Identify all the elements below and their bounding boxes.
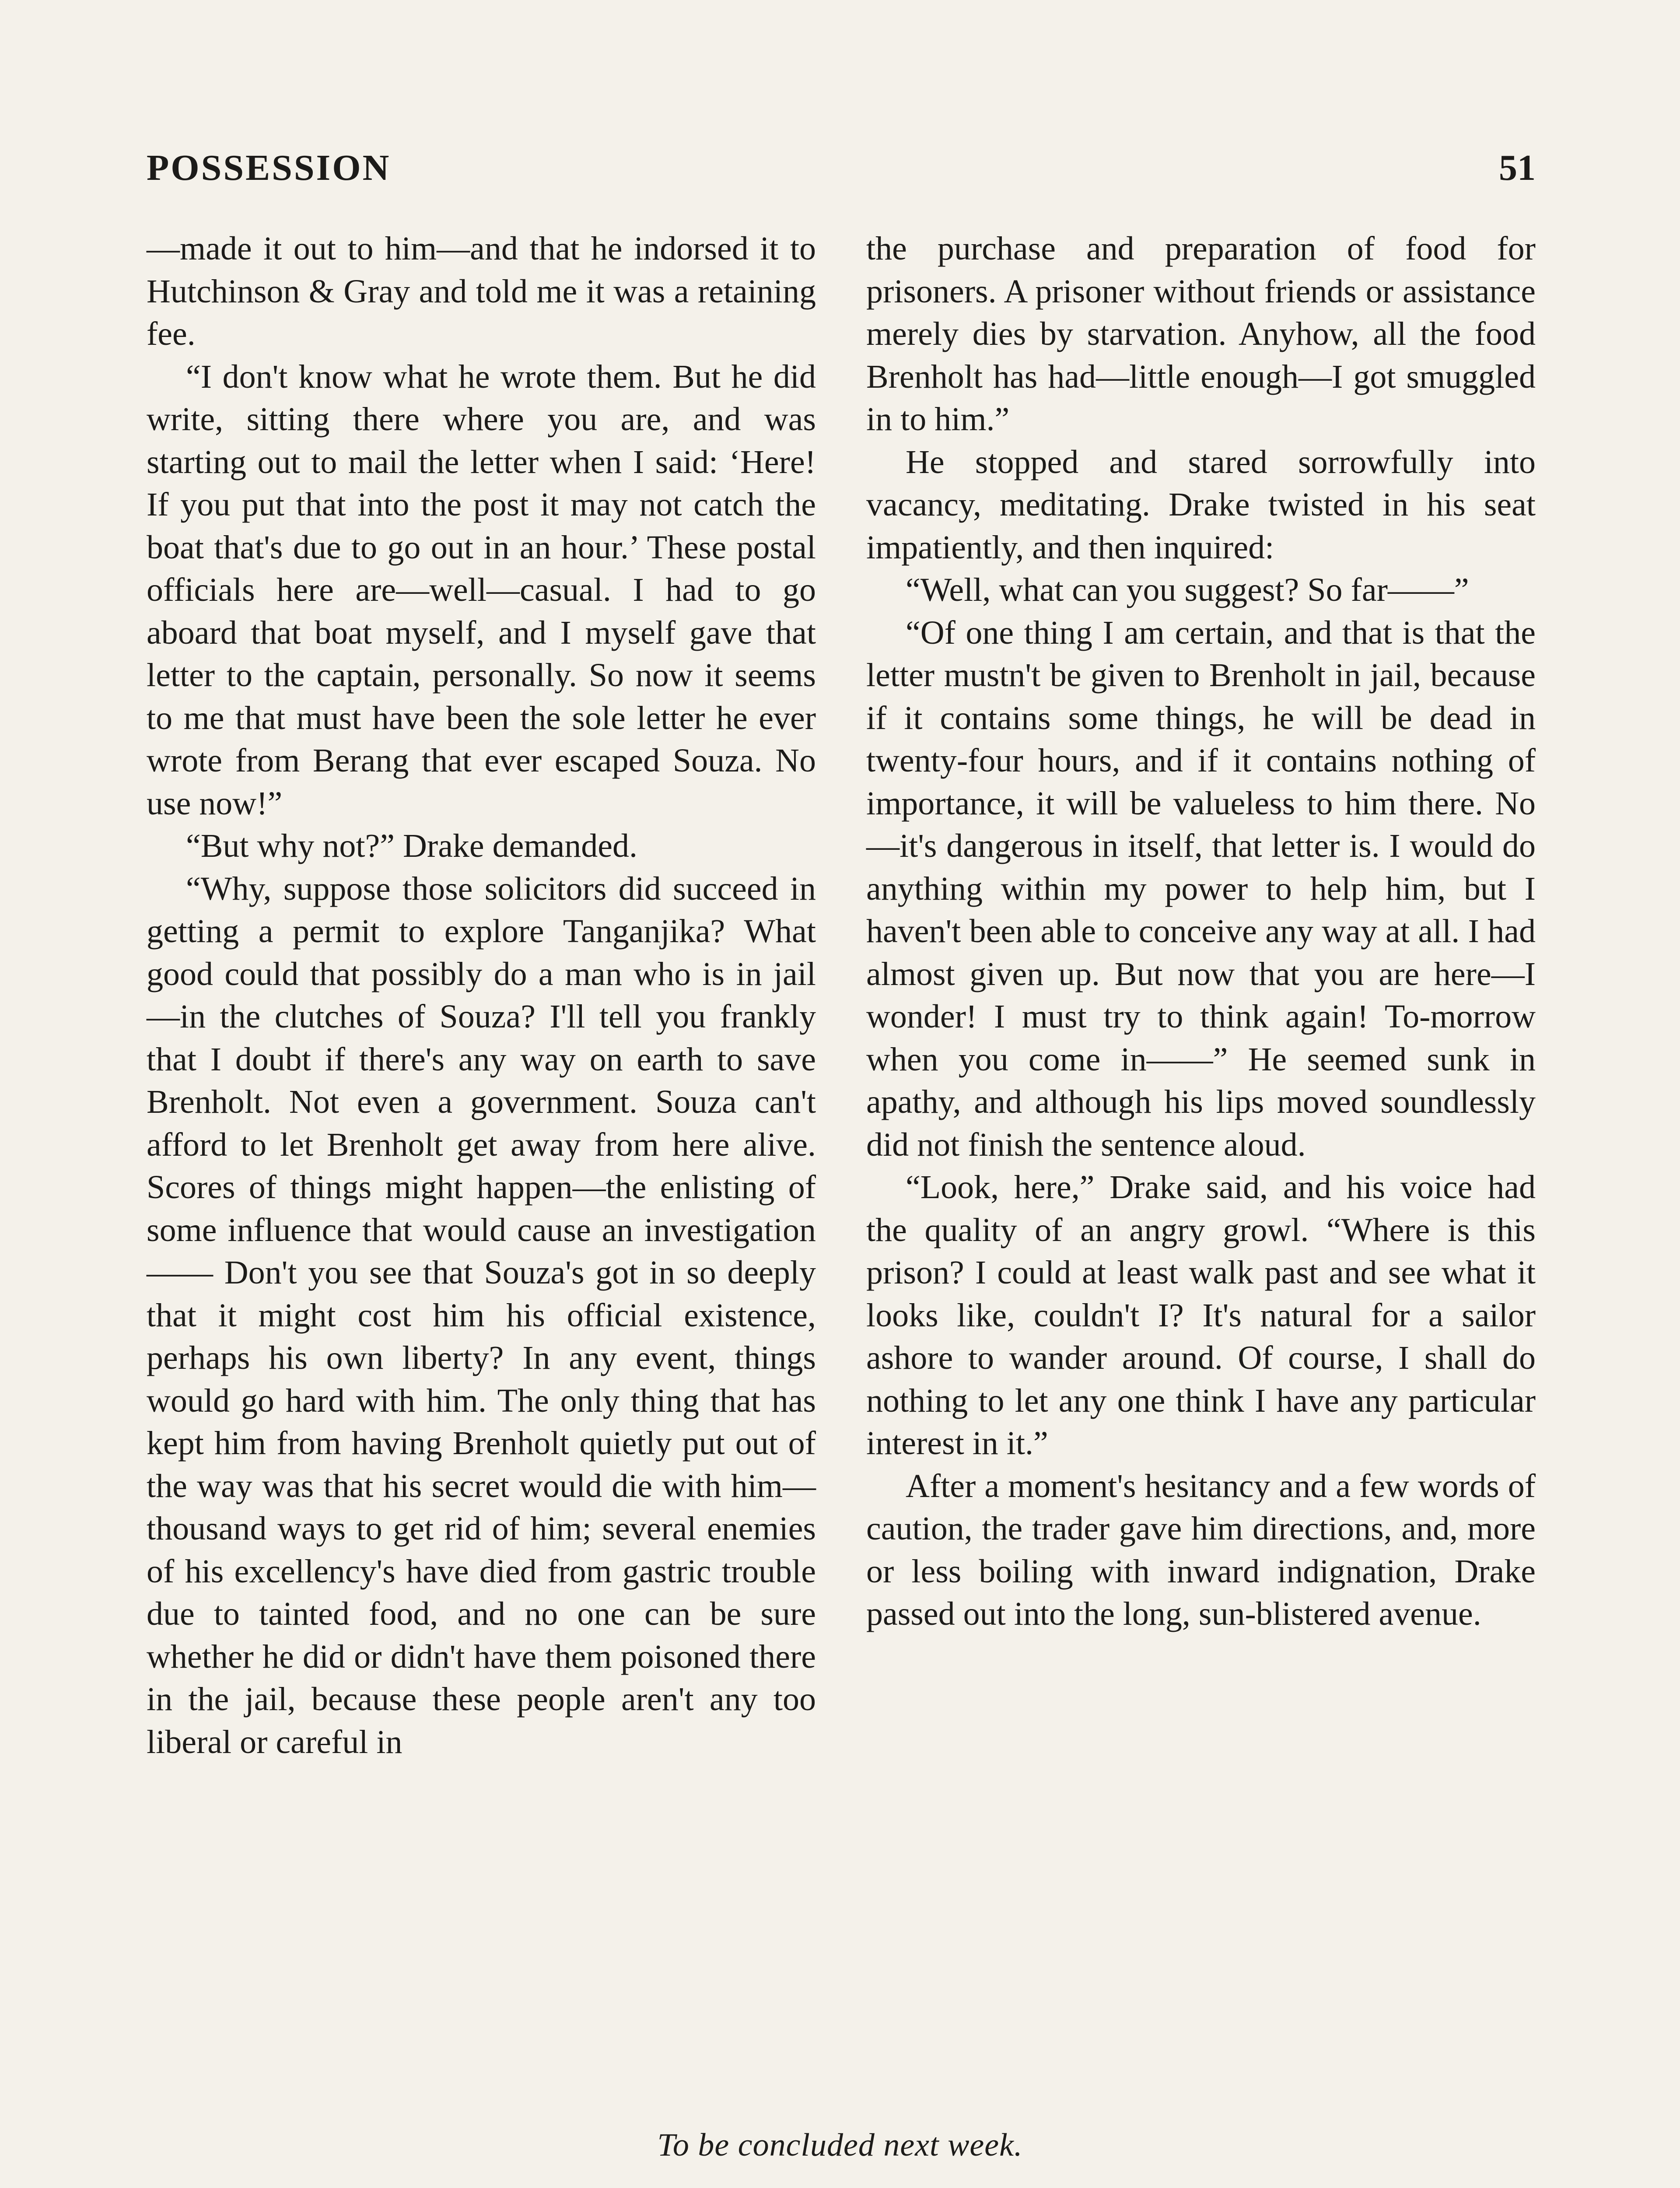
paragraph: “But why not?” Drake demanded. — [186, 828, 637, 864]
paragraph: “Of one thing I am certain, and that is that the letter mustn't be given to Brenholt in jail, because if it contains some things, he will be dead in twenty-four hours, and if it contains nothing of importance, it will be valueless to him there. No—it's dangerous in itself, that letter is. I would do anything within my power to help him, but I haven't been able to conceive any way at all. I had almost given up. But now that you are here—I wonder! I must try to think again! To-morrow when you come in——” He seemed sunk in apathy, and although his lips moved soundlessly did not finish the sentence aloud. — [866, 614, 1536, 1163]
continuation-note: To be concluded next week. — [657, 2127, 1023, 2163]
paragraph: “Well, what can you suggest? So far——” — [906, 572, 1469, 608]
paragraph: “Look, here,” Drake said, and his voice had the quality of an angry growl. “Where is this prison? I could at least walk past and see what it looks like, couldn't I? It's natural for a sailor ashore to wander around. Of course, I shall do nothing to let any one think I have any particular interest in it.” — [866, 1169, 1536, 1462]
right-column — [866, 228, 1536, 1636]
paragraph: “Why, suppose those solicitors did succeed in getting a permit to explore Tanganjika? What good could that possibly do a man who is in jail—in the clutches of Souza? I'll tell you frankly that I doubt if there's any way on earth to save Brenholt. Not even a government. Souza can't afford to let Brenholt get away from here alive. Scores of things might happen—the enlisting of some influence that would cause an investigation—— Don't you see that Souza's got in so deeply that it might cost him his official existence, perhaps his own liberty? In any event, things would go hard with him. The only thing that has kept him from having Brenholt quietly put out of the way was that his secret would die with him—thousand ways to get rid of him; several enemies of his excellency's have died from gastric trouble due to tainted food, and no one can be sure whether he did or didn't have them poisoned there in the jail, because these people aren't any too liberal or careful in — [147, 870, 816, 1760]
left-column — [147, 228, 816, 1764]
page-number: 51 — [1499, 147, 1536, 188]
paragraph: “I don't know what he wrote them. But he did write, sitting there where you are, and was starting out to mail the letter when I said: ‘Here! If you put that into the post it may not catch the boat that's due to go out in an hour.’ These postal officials here are—well—casual. I had to go aboard that boat myself, and I myself gave that letter to the captain, personally. So now it seems to me that must have been the sole letter he ever wrote from Berang that ever escaped Souza. No use now!” — [147, 358, 816, 822]
paragraph: He stopped and stared sorrowfully into vacancy, meditating. Drake twisted in his seat impatiently, and then inquired: — [866, 443, 1536, 566]
paragraph: the purchase and preparation of food for prisoners. A prisoner without friends or assistance merely dies by starvation. Anyhow, all the food Brenholt has had—little enough—I got smuggled in to him.” — [866, 230, 1536, 438]
paragraph: —made it out to him—and that he indorsed it to Hutchinson & Gray and told me it was a retaining fee. — [147, 230, 816, 352]
paragraph: After a moment's hesitancy and a few words of caution, the trader gave him directions, and, more or less boiling with inward indignation, Drake passed out into the long, sun-blistered avenue. — [866, 1467, 1536, 1632]
running-title: POSSESSION — [147, 147, 391, 188]
running-head — [147, 147, 1536, 199]
